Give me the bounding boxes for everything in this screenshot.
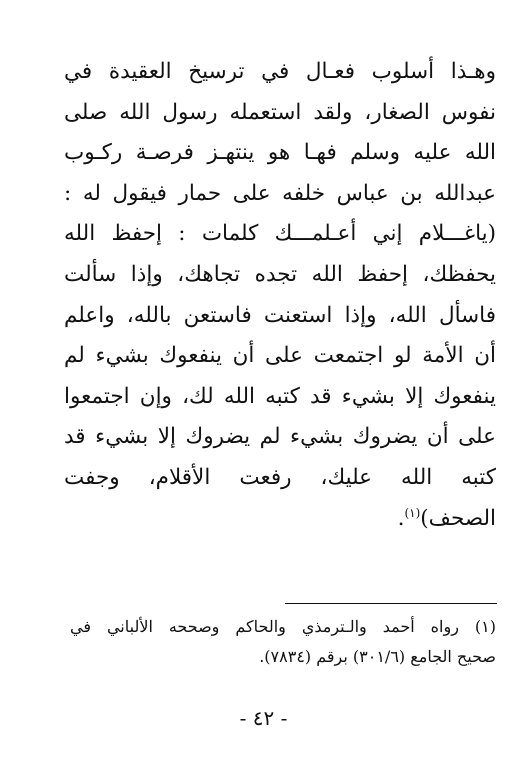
body-line: عبدالله بن عباس خلفه على حمار فيقول له :	[64, 180, 496, 206]
footnote-line: صحيح الجامع (٣٠١/٦) برقم (٧٨٣٤).	[259, 647, 496, 666]
body-paragraph	[64, 52, 496, 539]
footnote-divider	[285, 603, 497, 604]
page-number: - ٤٢ -	[239, 706, 288, 730]
body-line: يحفظك، إحفظ الله تجده تجاهك، وإذا سألت	[64, 261, 496, 287]
body-line: ينفعوك إلا بشيء قد كتبه الله لك، وإن اجتمعوا	[64, 383, 496, 409]
body-line-text: الصحف)	[420, 505, 496, 531]
body-line: فاسأل الله، وإذا استعنت فاستعن بالله، واعلم	[64, 302, 496, 328]
body-line: كتبه الله عليك، رفعت الأقلام، وجفت	[64, 464, 496, 490]
body-line: نفوس الصغار، ولقد استعمله رسول الله صلى	[64, 99, 496, 125]
body-line: على أن يضروك بشيء لم يضروك إلا بشيء قد	[64, 424, 496, 450]
end-punctuation: .	[397, 505, 405, 531]
body-line: وهـذا أسلوب فعـال في ترسيخ العقيدة في	[64, 59, 496, 84]
body-line: (ياغـــلام إني أعـلمـــك كلمات : إحفظ الله	[64, 221, 496, 247]
footnote-line: (١) رواه أحمد والـترمذي والحاكم وصححه الألباني في	[70, 617, 496, 636]
body-line: الله عليه وسلم فهـا هو ينتهـز فرصـة ركـوب	[64, 140, 496, 166]
footnote-reference: (١)	[404, 505, 421, 520]
body-line-last	[64, 499, 496, 540]
footnote	[70, 612, 496, 672]
body-line: أن الأمة لو اجتمعت على أن ينفعوك بشيء لم	[64, 343, 496, 369]
